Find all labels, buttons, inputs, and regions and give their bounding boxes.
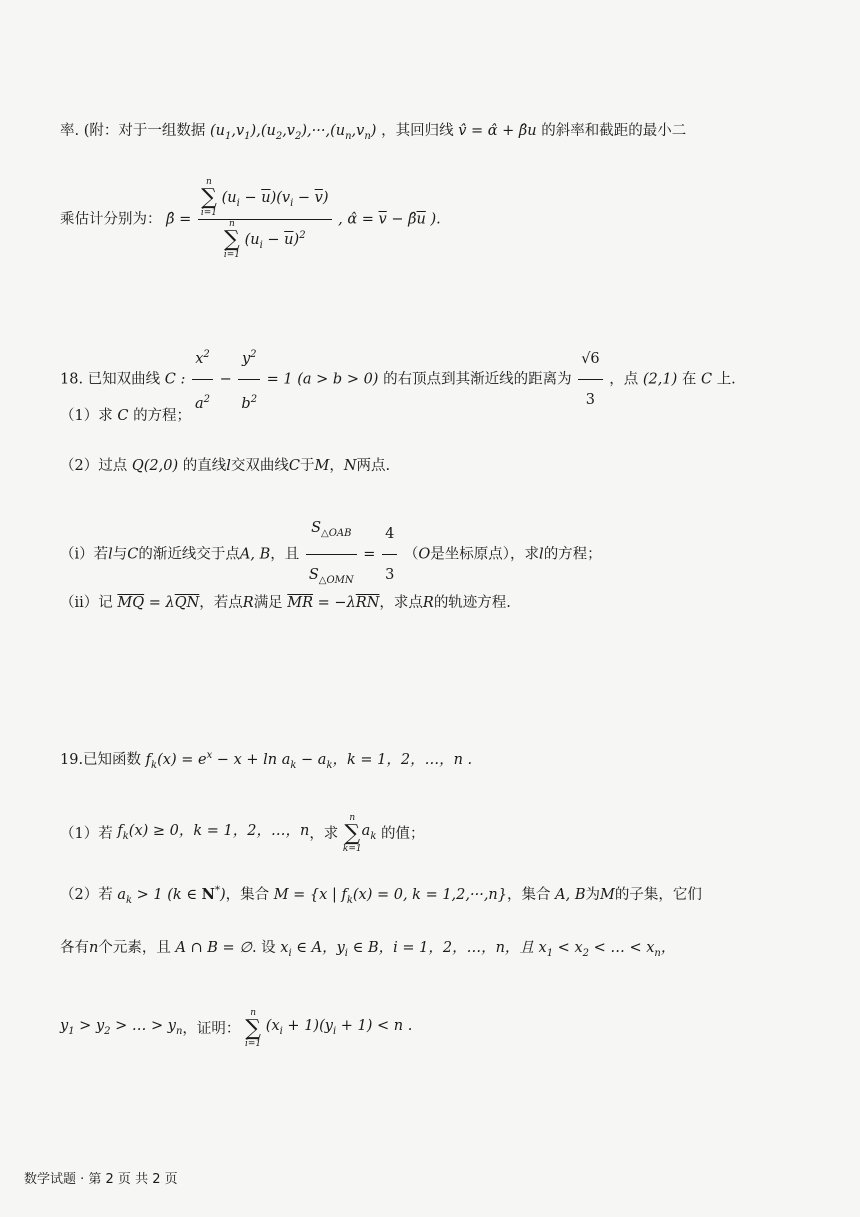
q18-i-c: 的渐近线交于点 bbox=[138, 546, 240, 563]
q19-part-2: （2）若 $a_k > 1$ (k ∈ N*)，集合 M = {x | $f_k(x) = 0$, k = 1,2,···,n}，集合 A, B为M的子集，它们 bbox=[60, 885, 702, 906]
question-18-stem: 18. 已知双曲线 C : $\frac{x^2}{a^2}$ − $\frac{y^2}{b^2}$ = 1 (a > b > 0) 的右顶点到其渐近线的距离为 $\frac{√6}{3}$ ，点 (2,1) 在 C 上. bbox=[60, 335, 736, 424]
q18-2-text-d: 于 bbox=[299, 458, 315, 474]
q19-3-c: . 设 bbox=[251, 940, 276, 956]
q18-text-mid: 的右顶点到其渐近线的距离为 bbox=[383, 371, 572, 388]
note-text-3: 的斜率和截距的最小二 bbox=[541, 123, 687, 139]
q18-1-text: 的方程； bbox=[133, 408, 192, 424]
q19-part-2-cont: 各有n个元素，且 A ∩ B = ∅. 设 $x_i$ ∈ A，$y_i$ ∈ B，i = 1，2，…，n，且 $x_1 < x_2$ < … < $x_n$， bbox=[60, 940, 676, 959]
q19-1-c: 的值； bbox=[380, 826, 425, 842]
q19-2-e: 的子集，它们 bbox=[614, 887, 702, 903]
q18-i-g: 的方程； bbox=[543, 546, 602, 563]
q18-part-ii: （ii）记 $\overline{MQ} = \lambda\overline{QN}$，若点R满足 $\overline{MR} = -\lambda\overline{RN}$，求点R的轨迹方程. bbox=[60, 595, 511, 611]
q18-i-d: ，且 bbox=[270, 546, 300, 563]
page-footer: 数学试题 · 第 2 页 共 2 页 bbox=[24, 1172, 178, 1187]
beta-fraction: n ∑ i=1 $(u_i - \overline{u})(v_i - \overline{v})$ n ∑ i=1 $(u_i - \overline{u})^2$ bbox=[198, 178, 332, 261]
q19-4: ，证明： bbox=[182, 1021, 241, 1037]
q18-ii-c: 满足 bbox=[253, 595, 283, 611]
q18-part-1: （1）求 C 的方程； bbox=[60, 408, 192, 424]
q19-3-b: 个元素，且 bbox=[98, 940, 171, 956]
q18-ii-label: （ii）记 bbox=[60, 595, 113, 611]
note-text-2: ，其回归线 bbox=[381, 123, 454, 139]
estimator-line: 乘估计分别为： β̂ = n ∑ i=1 $(u_i - \overline{u})(v_i - \overline{v})$ n ∑ i=1 $(u_i - \overline{u})^2$ , α̂ = $\overline{v}$ − $\betâ\overline{u}$ ). bbox=[60, 177, 441, 260]
q19-1-label: （1）若 bbox=[60, 826, 113, 842]
q18-ii-e: 的轨迹方程. bbox=[433, 595, 511, 611]
q19-2-d: 为 bbox=[585, 887, 600, 903]
q18-2-text-f: 两点. bbox=[356, 458, 391, 474]
q18-part-i: （i）若l与C的渐近线交于点A, B，且 $\frac{S_{\triangle OAB}}{S_{\triangle OMN}}$ = $\frac{4}{3}$ （O是坐标原点），求l的方程； bbox=[60, 508, 602, 601]
regression-note-line: 率. (附：对于一组数据 $(u_1,v_1),(u_2,v_2),\cdot\cdot\cdot,(u_n,v_n)$ ，其回归线 v̂ = α̂ + β̂u 的斜率和截距的最小二 bbox=[60, 123, 687, 142]
q19-2-label: （2）若 bbox=[60, 887, 113, 903]
q18-1-label: （1）求 bbox=[60, 408, 113, 424]
q19-2-c: ，集合 bbox=[507, 887, 551, 903]
q18-text-end3: 上. bbox=[716, 371, 736, 388]
question-19-stem: 19.已知函数 $f_k(x) = e^x - x + \ln a_k - a_k$，k = 1，2，…，n . bbox=[60, 750, 473, 771]
q18-text-end2: 在 bbox=[681, 371, 697, 388]
q18-text-end: ，点 bbox=[609, 371, 639, 388]
q18-ii-d: ，求点 bbox=[379, 595, 423, 611]
q18-2-text-c: 交双曲线 bbox=[230, 458, 289, 474]
q19-2-b: ，集合 bbox=[225, 887, 270, 903]
q18-2-label: （2）过点 bbox=[60, 458, 128, 474]
estimator-prefix: 乘估计分别为： bbox=[60, 211, 162, 228]
q18-i-b: 与 bbox=[112, 546, 128, 563]
q18-i-label: （i）若 bbox=[60, 546, 109, 563]
q19-1-b: ，求 bbox=[309, 826, 339, 842]
q19-part-1: （1）若 $f_k(x) \ge 0$，k = 1，2，…，n，求 n ∑ k=1 $a_k$ 的值； bbox=[60, 813, 425, 854]
q18-2-text-b: 的直线 bbox=[182, 458, 227, 474]
q19-part-2-end: $y_1 > y_2$ > … > $y_n$，证明： n ∑ i=1 $(x_i + 1)(y_i + 1) < n$ . bbox=[60, 1008, 413, 1049]
q18-i-e: （ bbox=[403, 546, 419, 563]
q18-part-2: （2）过点 Q(2,0) 的直线l交双曲线C于M，N两点. bbox=[60, 458, 391, 474]
q19-3-a: 各有 bbox=[60, 940, 89, 956]
q19-number: 19.已知函数 bbox=[60, 752, 142, 768]
q18-i-f: 是坐标原点），求 bbox=[430, 546, 540, 563]
q18-ii-b: ，若点 bbox=[199, 595, 243, 611]
q18-number: 18. 已知双曲线 bbox=[60, 371, 161, 388]
q18-2-text-e: ， bbox=[329, 458, 344, 474]
note-text-1: 率. (附：对于一组数据 bbox=[60, 123, 206, 139]
